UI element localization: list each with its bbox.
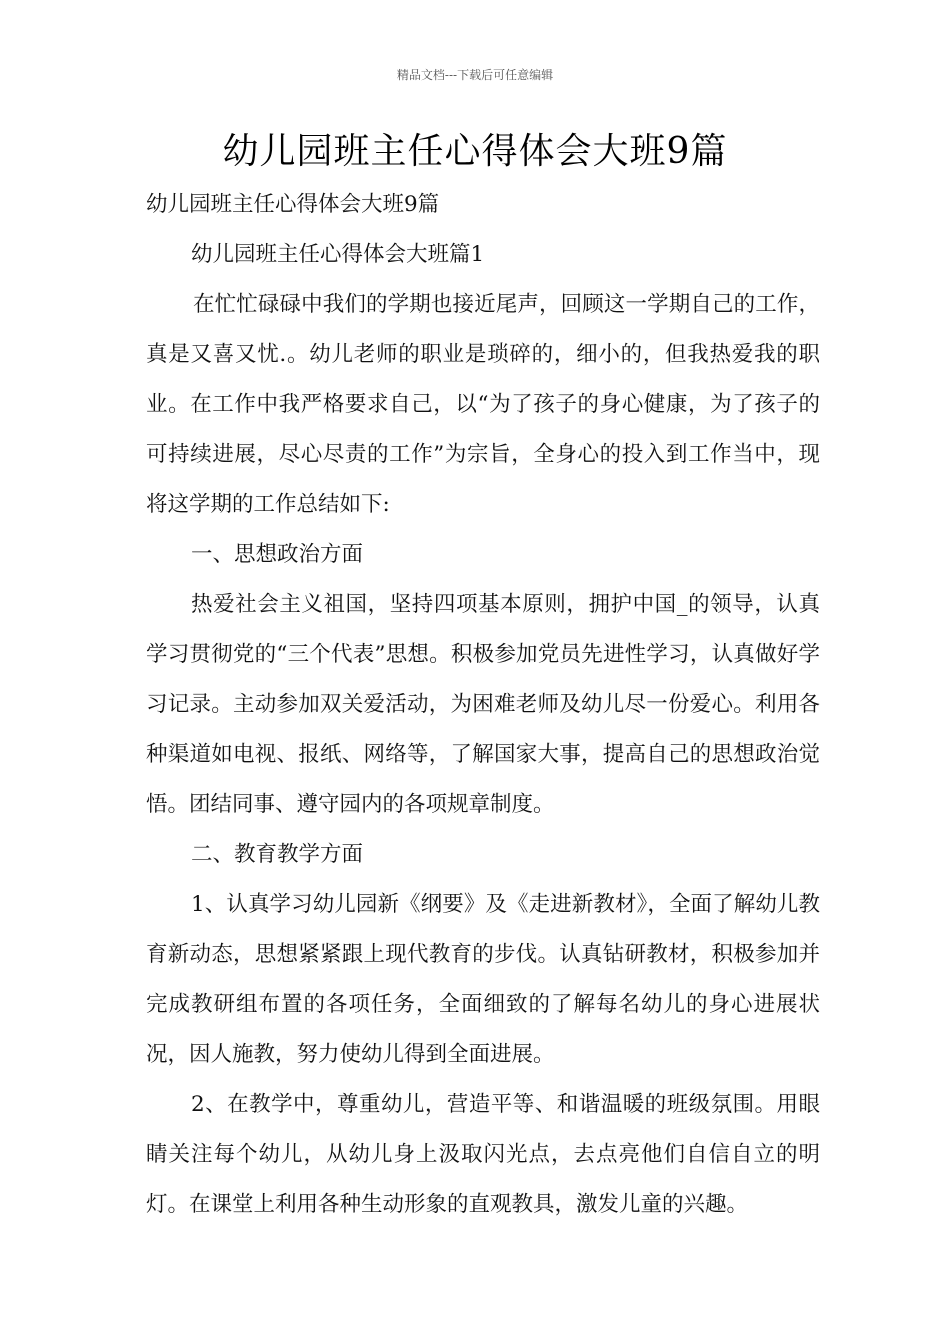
page-header: 精品文档---下载后可任意编辑 xyxy=(396,68,554,82)
section-heading-teaching: 二、教育教学方面 xyxy=(191,842,364,867)
document-body xyxy=(146,180,820,1230)
politics-paragraph: 热爱社会主义祖国，坚持四项基本原则，拥护中国_的领导，认真学习贯彻党的“三个代表”思想。积极参加党员先进性学习，认真做好学习记录。主动参加双关爱活动，为困难老师及幼儿尽一份爱心。利用各种渠道如电视、报纸、网络等，了解国家大事，提高自己的思想政治觉悟。团结同事、遵守园内的各项规章制度。 xyxy=(146,592,820,817)
section-heading-politics: 一、思想政治方面 xyxy=(191,542,364,567)
document-title: 幼儿园班主任心得体会大班9篇 xyxy=(222,131,728,172)
chapter-heading: 幼儿园班主任心得体会大班篇1 xyxy=(191,242,485,267)
document-subtitle: 幼儿园班主任心得体会大班9篇 xyxy=(146,192,440,217)
teaching-paragraph-2: 2、在教学中，尊重幼儿，营造平等、和谐温暖的班级氛围。用眼睛关注每个幼儿，从幼儿身上汲取闪光点，去点亮他们自信自立的明灯。在课堂上利用各种生动形象的直观教具，激发儿童的兴趣。 xyxy=(146,1092,820,1217)
teaching-paragraph-1: 1、认真学习幼儿园新《纲要》及《走进新教材》，全面了解幼儿教育新动态，思想紧紧跟上现代教育的步伐。认真钻研教材，积极参加并完成教研组布置的各项任务，全面细致的了解每名幼儿的身心进展状况，因人施教，努力使幼儿得到全面进展。 xyxy=(146,892,820,1067)
intro-paragraph: 在忙忙碌碌中我们的学期也接近尾声，回顾这一学期自己的工作，真是又喜又忧.。幼儿老师的职业是琐碎的，细小的，但我热爱我的职业。在工作中我严格要求自己，以“为了孩子的身心健康，为了孩子的可持续进展，尽心尽责的工作”为宗旨，全身心的投入到工作当中，现将这学期的工作总结如下: xyxy=(146,292,820,517)
